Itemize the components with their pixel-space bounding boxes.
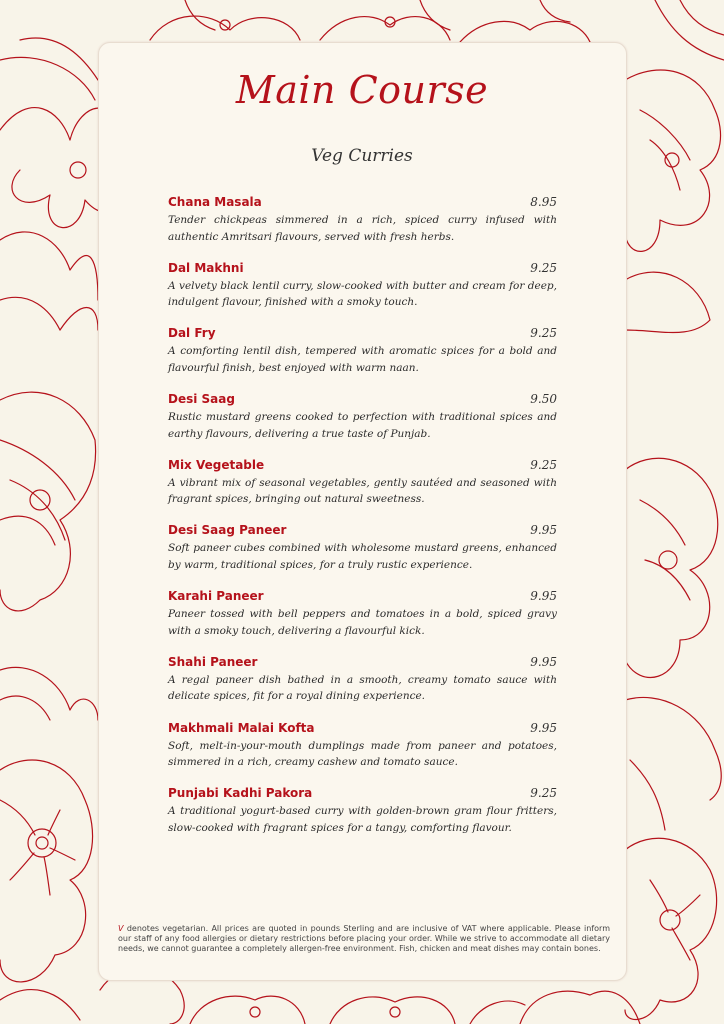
item-price: 9.95: [530, 654, 557, 669]
menu-item: [168, 589, 557, 655]
item-price: 8.95: [530, 195, 557, 209]
item-price: 9.25: [530, 326, 557, 341]
item-description: A vibrant mix of seasonal vegetables, gently sautéed and seasoned with fragrant spices, bringing out natural sweetness.: [168, 476, 557, 506]
item-price: 9.95: [530, 523, 557, 538]
item-name: Desi Saag: [168, 392, 235, 407]
item-name: Desi Saag Paneer: [168, 523, 287, 538]
item-description: A traditional yogurt-based curry with golden-brown gram flour fritters, slow-cooked with fragrant spices for a tangy, comforting flavour.: [168, 805, 557, 834]
menu-items-list: [168, 195, 557, 852]
menu-item: [168, 261, 557, 327]
item-price: 9.95: [530, 589, 557, 604]
item-name: Dal Fry: [168, 326, 216, 341]
menu-item: [168, 523, 557, 589]
item-price: 9.25: [530, 786, 557, 801]
menu-item: [168, 458, 557, 524]
item-description: Soft paneer cubes combined with wholesome mustard greens, enhanced by warm, traditional spices, for a truly rustic experience.: [168, 542, 557, 571]
item-description: A velvety black lentil curry, slow-cooked with butter and cream for deep, indulgent flavour, finished with a smoky touch.: [168, 279, 557, 309]
item-name: Dal Makhni: [168, 260, 244, 275]
footer-disclaimer: [118, 924, 610, 955]
item-name: Punjabi Kadhi Pakora: [168, 786, 313, 801]
item-name: Karahi Paneer: [168, 589, 264, 604]
item-description: Tender chickpeas simmered in a rich, spiced curry infused with authentic Amritsari flavours, served with fresh herbs.: [168, 214, 557, 243]
item-price: 9.25: [530, 260, 557, 275]
menu-title: Main Course: [235, 68, 489, 112]
item-name: Mix Vegetable: [168, 457, 265, 472]
item-description: Rustic mustard greens cooked to perfection with traditional spices and earthy flavours, delivering a true taste of Punjab.: [168, 411, 557, 440]
item-description: A comforting lentil dish, tempered with aromatic spices for a bold and flavourful finish, best enjoyed with warm naan.: [168, 345, 557, 374]
vegetarian-symbol: V: [118, 924, 124, 933]
menu-item: [168, 392, 557, 458]
disclaimer-text: denotes vegetarian. All prices are quoted in pounds Sterling and are inclusive of VAT where applicable. Please inform our staff of any food allergies or dietary restrictions before placing your order. While we strive to accommodate all dietary needs, we cannot guarantee a completely allergen-free environment. Fish, chicken and meat dishes may contain bones.: [118, 924, 611, 954]
flower-right-middle-icon: [625, 458, 721, 800]
flower-left-middle-icon: [0, 392, 98, 720]
flower-top-center-icon: [150, 0, 590, 42]
item-name: Makhmali Malai Kofta: [168, 720, 315, 735]
item-description: A regal paneer dish bathed in a smooth, creamy tomato sauce with delicate spices, fit for a royal dining experience.: [168, 673, 557, 703]
item-price: 9.95: [530, 720, 557, 735]
item-description: Soft, melt-in-your-mouth dumplings made from paneer and potatoes, simmered in a rich, creamy cashew and tomato sauce.: [168, 739, 557, 768]
menu-item: [168, 721, 557, 787]
item-description: Paneer tossed with bell peppers and tomatoes in a bold, spiced gravy with a smoky touch, delivering a flavourful kick.: [168, 608, 557, 637]
item-price: 9.25: [530, 457, 557, 472]
item-name: Chana Masala: [168, 195, 262, 209]
menu-item: [168, 195, 557, 261]
flower-bottom-center-icon: [190, 996, 525, 1024]
section-subtitle: Veg Curries: [311, 146, 413, 166]
menu-item: [168, 786, 557, 852]
item-name: Shahi Paneer: [168, 654, 258, 669]
menu-item: [168, 655, 557, 721]
item-price: 9.50: [530, 392, 557, 407]
menu-item: [168, 326, 557, 392]
flower-top-right-icon: [625, 0, 724, 333]
